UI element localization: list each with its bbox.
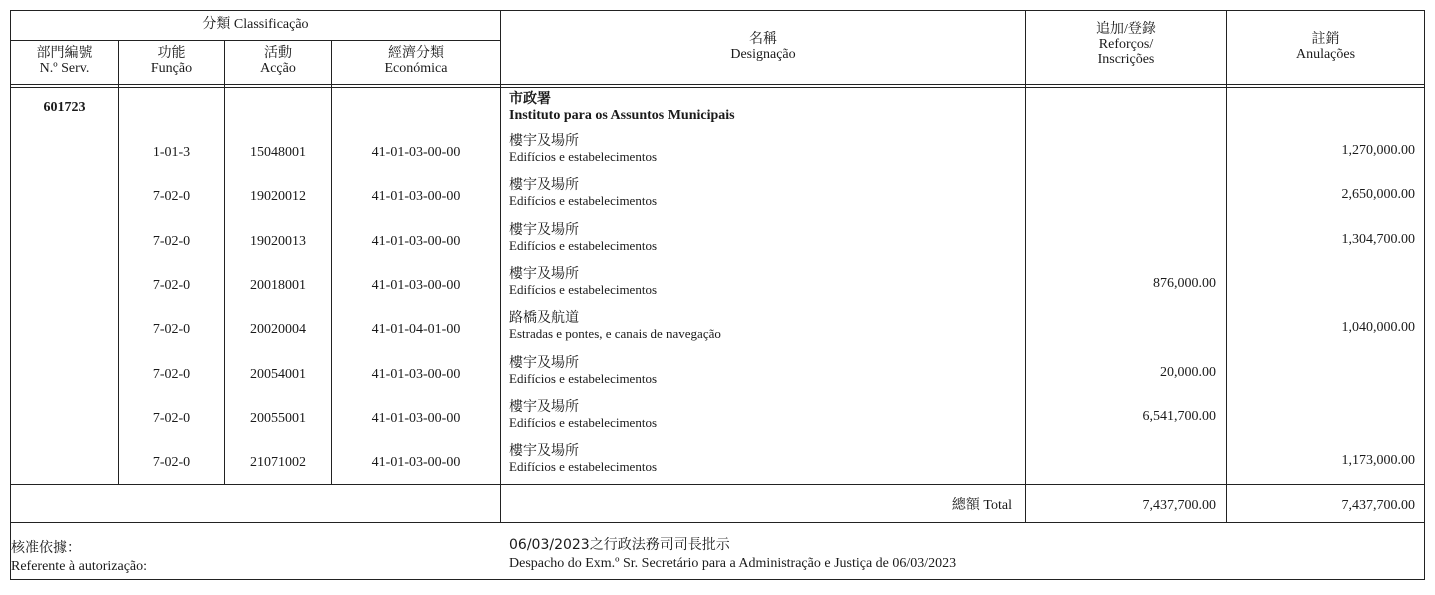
row-economic: 41-01-03-00-00 bbox=[371, 455, 461, 470]
row-name-pt: Edifícios e estabelecimentos bbox=[509, 282, 658, 297]
header-economic-pt: Económica bbox=[384, 61, 448, 76]
row-name-cn: 樓宇及場所 bbox=[509, 355, 579, 371]
row-activity: 19020012 bbox=[250, 189, 306, 204]
row-reforco: 20,000.00 bbox=[1160, 365, 1216, 380]
header-activity bbox=[225, 46, 331, 76]
row-activity: 20055001 bbox=[250, 411, 306, 426]
header-classification bbox=[11, 17, 500, 32]
department-code: 601723 bbox=[43, 100, 86, 115]
header-reinforcements-pt1: Reforços/ bbox=[1098, 37, 1154, 52]
authorization-label-cn: 核准依據： bbox=[11, 540, 81, 556]
row-name-pt: Edifícios e estabelecimentos bbox=[509, 238, 658, 253]
row-name-cn: 樓宇及場所 bbox=[509, 443, 579, 459]
header-dept bbox=[11, 46, 118, 76]
header-annulments-pt: Anulações bbox=[1295, 47, 1356, 62]
header-annulments-cn: 註銷 bbox=[1311, 32, 1340, 47]
row-function: 7-02-0 bbox=[152, 455, 191, 470]
department-name-pt: Instituto para os Assuntos Municipais bbox=[509, 108, 735, 123]
header-economic bbox=[332, 46, 500, 76]
row-function: 1-01-3 bbox=[152, 145, 191, 160]
row-name-pt: Edifícios e estabelecimentos bbox=[509, 149, 658, 164]
row-name-pt: Edifícios e estabelecimentos bbox=[509, 193, 658, 208]
header-reinforcements-pt2: Inscrições bbox=[1097, 52, 1155, 67]
row-activity: 21071002 bbox=[250, 455, 306, 470]
header-classification-label: 分類 Classificação bbox=[202, 17, 309, 32]
total-label bbox=[501, 498, 1012, 514]
row-function: 7-02-0 bbox=[152, 189, 191, 204]
row-name-cn: 樓宇及場所 bbox=[509, 133, 579, 149]
row-activity: 15048001 bbox=[250, 145, 306, 160]
header-annulments bbox=[1227, 32, 1424, 62]
header-designation-pt: Designação bbox=[730, 47, 796, 62]
row-function: 7-02-0 bbox=[152, 234, 191, 249]
header-activity-pt: Acção bbox=[260, 61, 296, 76]
total-anulacao: 7,437,700.00 bbox=[1341, 498, 1415, 513]
row-name-pt: Edifícios e estabelecimentos bbox=[509, 415, 658, 430]
header-dept-pt: N.º Serv. bbox=[39, 61, 90, 76]
row-anulacao: 1,304,700.00 bbox=[1341, 232, 1415, 247]
row-activity: 20018001 bbox=[250, 278, 306, 293]
row-anulacao: 1,040,000.00 bbox=[1341, 320, 1415, 335]
row-name-cn: 路橋及航道 bbox=[509, 310, 579, 326]
header-reinforcements bbox=[1026, 22, 1226, 67]
row-economic: 41-01-03-00-00 bbox=[371, 234, 461, 249]
authorization-text-cn: 06/03/2023之行政法務司司長批示 bbox=[509, 537, 730, 553]
header-activity-cn: 活動 bbox=[264, 46, 292, 61]
row-function: 7-02-0 bbox=[152, 278, 191, 293]
row-anulacao: 1,270,000.00 bbox=[1341, 143, 1415, 158]
row-name-pt: Estradas e pontes, e canais de navegação bbox=[509, 326, 721, 341]
header-dept-cn: 部門編號 bbox=[36, 46, 93, 61]
row-reforco: 876,000.00 bbox=[1153, 276, 1216, 291]
header-designation bbox=[501, 32, 1025, 62]
row-economic: 41-01-03-00-00 bbox=[371, 145, 461, 160]
authorization-label-pt: Referente à autorização: bbox=[11, 559, 148, 574]
row-activity: 20020004 bbox=[250, 322, 306, 337]
row-activity: 19020013 bbox=[250, 234, 306, 249]
total-label-text: 總額 Total bbox=[951, 498, 1012, 513]
total-reforco: 7,437,700.00 bbox=[1142, 498, 1216, 513]
row-name-cn: 樓宇及場所 bbox=[509, 399, 579, 415]
row-name-cn: 樓宇及場所 bbox=[509, 222, 579, 238]
row-economic: 41-01-03-00-00 bbox=[371, 411, 461, 426]
department-name-cn: 市政署 bbox=[509, 91, 551, 107]
row-economic: 41-01-03-00-00 bbox=[371, 367, 461, 382]
row-anulacao: 1,173,000.00 bbox=[1341, 453, 1415, 468]
authorization-text-pt: Despacho do Exm.º Sr. Secretário para a Administração e Justiça de 06/03/2023 bbox=[509, 556, 957, 571]
header-designation-cn: 名稱 bbox=[749, 32, 777, 47]
header-function-cn: 功能 bbox=[157, 46, 186, 61]
header-economic-cn: 經濟分類 bbox=[388, 46, 444, 61]
row-activity: 20054001 bbox=[250, 367, 306, 382]
row-reforco: 6,541,700.00 bbox=[1142, 409, 1216, 424]
row-function: 7-02-0 bbox=[152, 322, 191, 337]
row-function: 7-02-0 bbox=[152, 411, 191, 426]
header-reinforcements-cn: 追加/登錄 bbox=[1096, 22, 1156, 37]
row-function: 7-02-0 bbox=[152, 367, 191, 382]
row-economic: 41-01-03-00-00 bbox=[371, 278, 461, 293]
row-economic: 41-01-03-00-00 bbox=[371, 189, 461, 204]
row-name-cn: 樓宇及場所 bbox=[509, 266, 579, 282]
row-name-cn: 樓宇及場所 bbox=[509, 177, 579, 193]
row-name-pt: Edifícios e estabelecimentos bbox=[509, 459, 658, 474]
row-anulacao: 2,650,000.00 bbox=[1341, 187, 1415, 202]
header-function bbox=[119, 46, 224, 76]
header-function-pt: Função bbox=[150, 61, 193, 76]
row-name-pt: Edifícios e estabelecimentos bbox=[509, 371, 658, 386]
row-economic: 41-01-04-01-00 bbox=[371, 322, 461, 337]
